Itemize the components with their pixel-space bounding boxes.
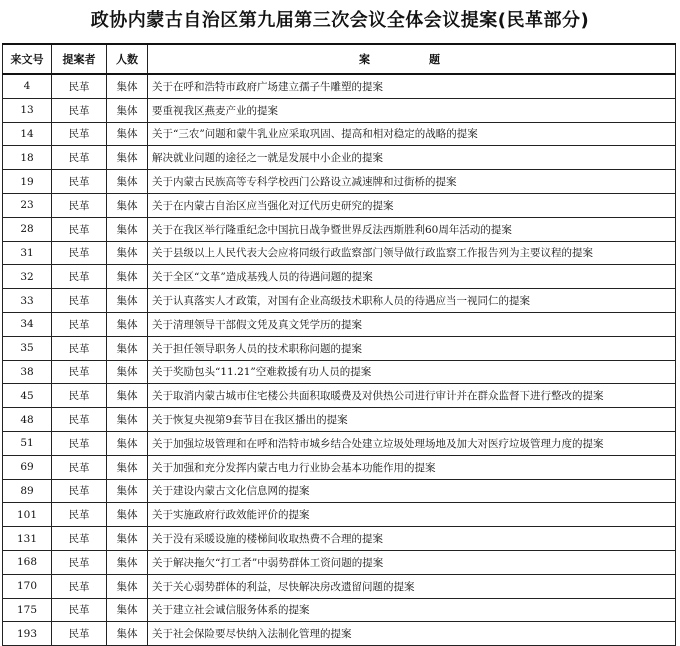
header-number: 来文号: [3, 44, 52, 74]
cell-count: 集体: [107, 217, 148, 241]
cell-number: 31: [3, 241, 52, 265]
cell-number: 69: [3, 455, 52, 479]
table-row: [3, 479, 676, 503]
cell-number: 28: [3, 217, 52, 241]
cell-submitter: 民革: [52, 598, 107, 622]
cell-topic: 关于解决拖欠“打工者”中弱势群体工资问题的提案: [148, 550, 676, 574]
cell-topic: 关于在呼和浩特市政府广场建立孺子牛雕塑的提案: [148, 74, 676, 98]
cell-submitter: 民革: [52, 455, 107, 479]
cell-submitter: 民革: [52, 193, 107, 217]
cell-number: 13: [3, 98, 52, 122]
cell-topic: 要重视我区燕麦产业的提案: [148, 98, 676, 122]
cell-count: 集体: [107, 74, 148, 98]
cell-number: 48: [3, 408, 52, 432]
cell-number: 19: [3, 170, 52, 194]
cell-submitter: 民革: [52, 74, 107, 98]
cell-submitter: 民革: [52, 241, 107, 265]
cell-submitter: 民革: [52, 265, 107, 289]
proposals-table: [2, 43, 676, 646]
table-row: [3, 312, 676, 336]
cell-count: 集体: [107, 622, 148, 646]
table-row: [3, 598, 676, 622]
cell-topic: 关于担任领导职务人员的技术职称问题的提案: [148, 336, 676, 360]
cell-topic: 关于“三农”问题和蒙牛乳业应采取巩固、提高和相对稳定的战略的提案: [148, 122, 676, 146]
cell-topic: 关于在我区举行隆重纪念中国抗日战争暨世界反法西斯胜利60周年活动的提案: [148, 217, 676, 241]
header-submitter: 提案者: [52, 44, 107, 74]
cell-number: 193: [3, 622, 52, 646]
table-row: [3, 241, 676, 265]
cell-number: 33: [3, 289, 52, 313]
cell-topic: 关于清理领导干部假文凭及真文凭学历的提案: [148, 312, 676, 336]
cell-number: 14: [3, 122, 52, 146]
table-row: [3, 455, 676, 479]
table-row: [3, 408, 676, 432]
table-row: [3, 170, 676, 194]
cell-number: 51: [3, 431, 52, 455]
cell-count: 集体: [107, 574, 148, 598]
cell-count: 集体: [107, 241, 148, 265]
cell-submitter: 民革: [52, 431, 107, 455]
cell-topic: 关于加强垃圾管理和在呼和浩特市城乡结合处建立垃圾处理场地及加大对医疗垃圾管理力度的提案: [148, 431, 676, 455]
table-row: [3, 550, 676, 574]
cell-number: 38: [3, 360, 52, 384]
cell-topic: 关于没有采暖设施的楼梯间收取热费不合理的提案: [148, 527, 676, 551]
cell-topic: 关于奖励包头“11.21”空难救援有功人员的提案: [148, 360, 676, 384]
cell-submitter: 民革: [52, 122, 107, 146]
table-row: [3, 503, 676, 527]
cell-count: 集体: [107, 503, 148, 527]
cell-count: 集体: [107, 408, 148, 432]
table-row: [3, 193, 676, 217]
cell-submitter: 民革: [52, 360, 107, 384]
cell-count: 集体: [107, 170, 148, 194]
cell-number: 89: [3, 479, 52, 503]
cell-submitter: 民革: [52, 384, 107, 408]
cell-number: 4: [3, 74, 52, 98]
header-count: 人数: [107, 44, 148, 74]
cell-submitter: 民革: [52, 336, 107, 360]
cell-topic: 关于社会保险要尽快纳入法制化管理的提案: [148, 622, 676, 646]
table-row: [3, 289, 676, 313]
cell-topic: 关于县级以上人民代表大会应将同级行政监察部门领导做行政监察工作报告列为主要议程的提案: [148, 241, 676, 265]
cell-submitter: 民革: [52, 408, 107, 432]
cell-number: 35: [3, 336, 52, 360]
cell-count: 集体: [107, 479, 148, 503]
table-row: [3, 336, 676, 360]
cell-submitter: 民革: [52, 217, 107, 241]
cell-count: 集体: [107, 265, 148, 289]
cell-topic: 关于关心弱势群体的利益，尽快解决房改遗留问题的提案: [148, 574, 676, 598]
cell-topic: 关于取消内蒙古城市住宅楼公共面积取暖费及对供热公司进行审计并在群众监督下进行整改的提案: [148, 384, 676, 408]
cell-submitter: 民革: [52, 289, 107, 313]
cell-submitter: 民革: [52, 622, 107, 646]
cell-number: 170: [3, 574, 52, 598]
cell-submitter: 民革: [52, 146, 107, 170]
cell-number: 45: [3, 384, 52, 408]
cell-submitter: 民革: [52, 527, 107, 551]
cell-count: 集体: [107, 384, 148, 408]
cell-number: 23: [3, 193, 52, 217]
cell-count: 集体: [107, 527, 148, 551]
table-body: [3, 74, 676, 646]
cell-topic: 关于在内蒙古自治区应当强化对辽代历史研究的提案: [148, 193, 676, 217]
cell-topic: 关于建立社会诚信服务体系的提案: [148, 598, 676, 622]
cell-submitter: 民革: [52, 574, 107, 598]
cell-topic: 关于恢复央视第9套节目在我区播出的提案: [148, 408, 676, 432]
cell-topic: 解决就业问题的途径之一就是发展中小企业的提案: [148, 146, 676, 170]
cell-submitter: 民革: [52, 550, 107, 574]
cell-submitter: 民革: [52, 312, 107, 336]
cell-topic: 关于内蒙古民族高等专科学校西门公路设立减速牌和过街桥的提案: [148, 170, 676, 194]
cell-number: 131: [3, 527, 52, 551]
header-topic: 案 题: [148, 44, 676, 74]
table-row: [3, 265, 676, 289]
cell-number: 18: [3, 146, 52, 170]
cell-number: 175: [3, 598, 52, 622]
cell-topic: 关于建设内蒙古文化信息网的提案: [148, 479, 676, 503]
cell-submitter: 民革: [52, 170, 107, 194]
cell-count: 集体: [107, 455, 148, 479]
table-row: [3, 622, 676, 646]
cell-topic: 关于认真落实人才政策，对国有企业高级技术职称人员的待遇应当一视同仁的提案: [148, 289, 676, 313]
table-row: [3, 217, 676, 241]
cell-number: 168: [3, 550, 52, 574]
cell-count: 集体: [107, 193, 148, 217]
cell-topic: 关于全区“文革”造成基残人员的待遇问题的提案: [148, 265, 676, 289]
table-row: [3, 122, 676, 146]
cell-count: 集体: [107, 98, 148, 122]
cell-count: 集体: [107, 598, 148, 622]
table-row: [3, 360, 676, 384]
cell-number: 32: [3, 265, 52, 289]
table-row: [3, 98, 676, 122]
cell-count: 集体: [107, 550, 148, 574]
cell-submitter: 民革: [52, 98, 107, 122]
cell-count: 集体: [107, 122, 148, 146]
cell-number: 101: [3, 503, 52, 527]
table-row: [3, 527, 676, 551]
cell-count: 集体: [107, 146, 148, 170]
table-row: [3, 574, 676, 598]
cell-count: 集体: [107, 312, 148, 336]
cell-count: 集体: [107, 360, 148, 384]
cell-count: 集体: [107, 289, 148, 313]
table-row: [3, 384, 676, 408]
cell-topic: 关于实施政府行政效能评价的提案: [148, 503, 676, 527]
cell-number: 34: [3, 312, 52, 336]
cell-count: 集体: [107, 431, 148, 455]
cell-submitter: 民革: [52, 503, 107, 527]
table-row: [3, 74, 676, 98]
table-row: [3, 146, 676, 170]
cell-topic: 关于加强和充分发挥内蒙古电力行业协会基本功能作用的提案: [148, 455, 676, 479]
page-title: 政协内蒙古自治区第九届第三次会议全体会议提案(民革部分): [90, 10, 590, 31]
cell-submitter: 民革: [52, 479, 107, 503]
table-header-row: [3, 44, 676, 74]
table-row: [3, 431, 676, 455]
cell-count: 集体: [107, 336, 148, 360]
